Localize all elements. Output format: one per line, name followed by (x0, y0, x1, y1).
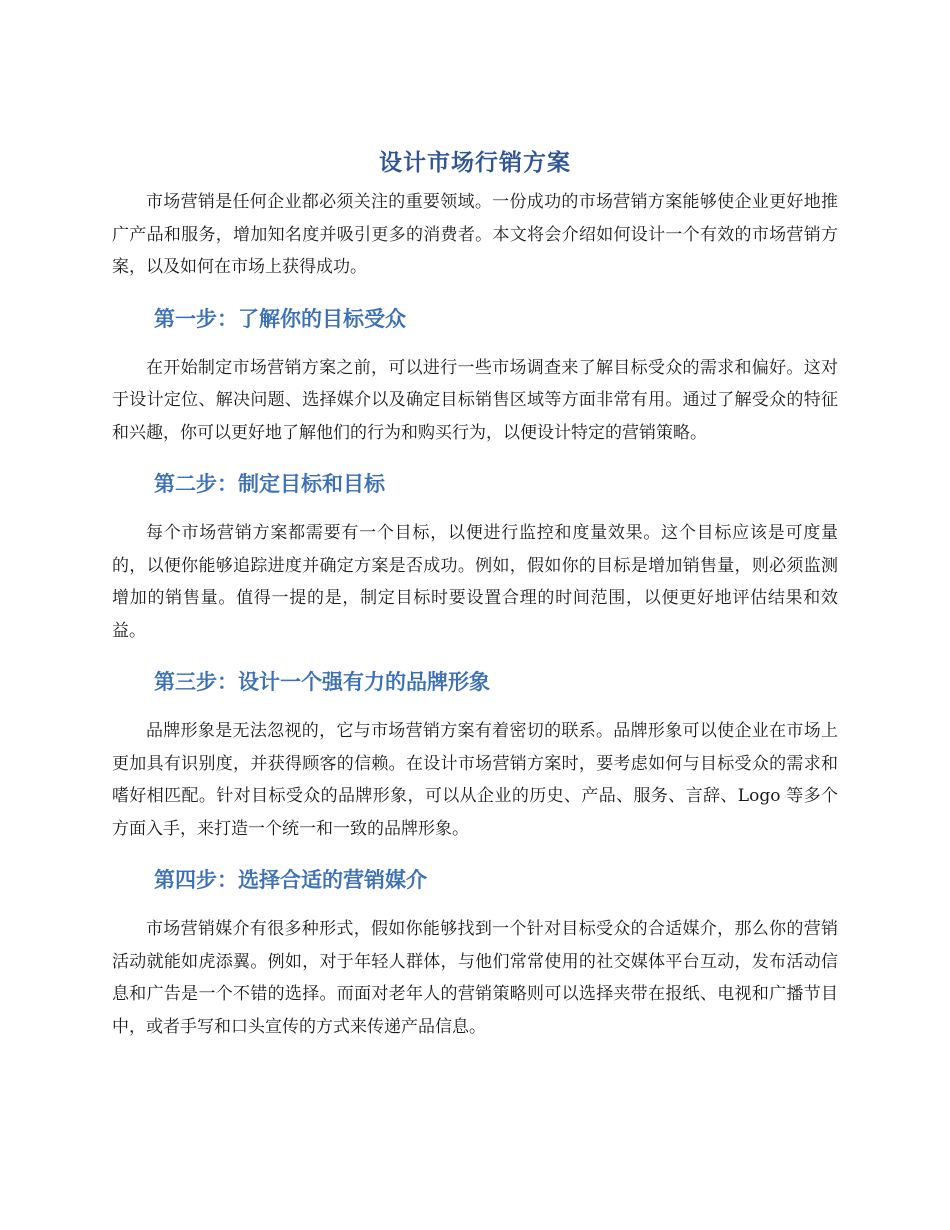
section-body-step-1: 在开始制定市场营销方案之前，可以进行一些市场调查来了解目标受众的需求和偏好。这对于设计定位、解决问题、选择媒介以及确定目标销售区域等方面非常有用。通过了解受众的特征和兴趣，你可以更好地了解他们的行为和购买行为，以便设计特定的营销策略。 (112, 357, 838, 443)
section-body-step-4: 市场营销媒介有很多种形式，假如你能够找到一个针对目标受众的合适媒介，那么你的营销活动就能如虎添翼。例如，对于年轻人群体，与他们常常使用的社交媒体平台互动，发布活动信息和广告是一个不错的选择。而面对老年人的营销策略则可以选择夹带在报纸、电视和广播节目中，或者手写和口头宣传的方式来传递产品信息。 (112, 919, 838, 1037)
intro-paragraph: 市场营销是任何企业都必须关注的重要领域。一份成功的市场营销方案能够使企业更好地推广产品和服务，增加知名度并吸引更多的消费者。本文将会介绍如何设计一个有效的市场营销方案，以及如何在市场上获得成功。 (112, 192, 838, 277)
document-page (112, 146, 838, 1043)
section-heading-step-3: 第三步：设计一个强有力的品牌形象 (154, 670, 490, 694)
section-heading-step-1: 第一步：了解你的目标受众 (154, 306, 406, 331)
section-heading-step-4: 第四步：选择合适的营销媒介 (154, 868, 427, 892)
section-body-step-2: 每个市场营销方案都需要有一个目标，以便进行监控和度量效果。这个目标应该是可度量的，以便你能够追踪进度并确定方案是否成功。例如，假如你的目标是增加销售量，则必须监测增加的销售量。值得一提的是，制定目标时要设置合理的时间范围，以便更好地评估结果和效益。 (112, 523, 838, 641)
document-title: 设计市场行销方案 (379, 150, 571, 176)
section-body-step-3: 品牌形象是无法忽视的，它与市场营销方案有着密切的联系。品牌形象可以使企业在市场上更加具有识别度，并获得顾客的信赖。在设计市场营销方案时，要考虑如何与目标受众的需求和嗜好相匹配。针对目标受众的品牌形象，可以从企业的历史、产品、服务、言辞、Logo 等多个方面入手，来打造一个统一和一致的品牌形象。 (112, 721, 838, 839)
section-heading-step-2: 第二步：制定目标和目标 (154, 472, 385, 496)
